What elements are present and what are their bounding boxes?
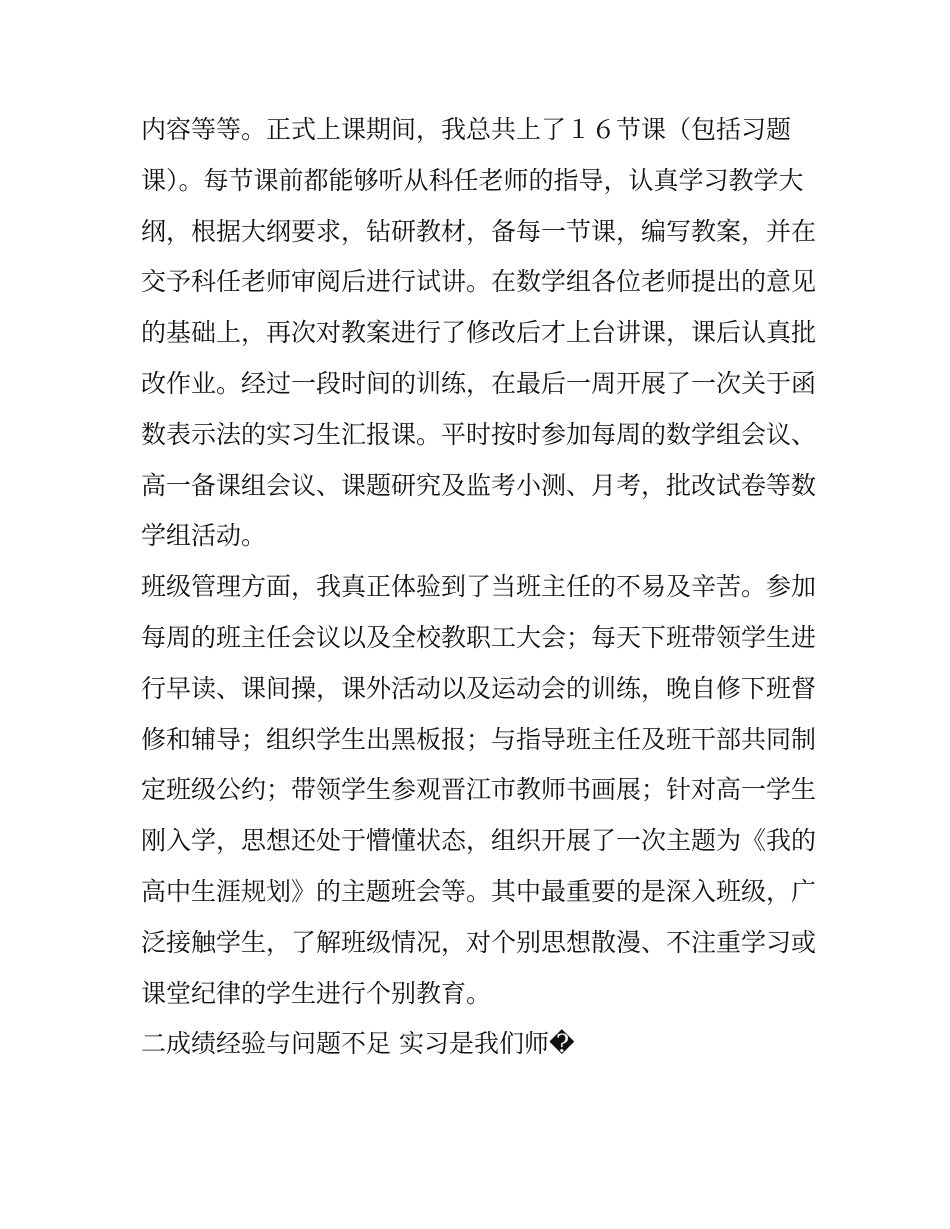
text-line: 定班级公约；带领学生参观晋江市教师书画展；针对高一学生	[141, 775, 817, 805]
text-line: 数表示法的实习生汇报课。平时按时参加每周的数学组会议、	[141, 419, 817, 449]
text-line: 高中生涯规划》的主题班会等。其中最重要的是深入班级，广	[141, 876, 817, 906]
text-line: 行早读、课间操，课外活动以及运动会的训练，晚自修下班督	[141, 673, 817, 703]
text-line: 课）。每节课前都能够听从科任老师的指导，认真学习教学大	[141, 165, 804, 195]
text-line: 的基础上，再次对教案进行了修改后才上台讲课，课后认真批	[141, 318, 817, 348]
text-line: 内容等等。正式上课期间，我总共上了１６节课（包括习题	[141, 115, 792, 144]
text-line: 课堂纪律的学生进行个别教育。	[141, 978, 492, 1008]
text-line: 班级管理方面，我真正体验到了当班主任的不易及辛苦。参加	[141, 572, 817, 602]
text-line: 修和辅导；组织学生出黑板报；与指导班主任及班干部共同制	[141, 724, 817, 754]
text-line: 改作业。经过一段时间的训练，在最后一周开展了一次关于函	[141, 368, 817, 398]
text-line: 高一备课组会议、课题研究及监考小测、月考，批改试卷等数	[141, 470, 817, 500]
text-line: 每周的班主任会议以及全校教职工大会；每天下班带领学生进	[141, 622, 817, 652]
text-line: 交予科任老师审阅后进行试讲。在数学组各位老师提出的意见	[141, 267, 817, 297]
section-heading: 二成绩经验与问题不足 实习是我们师�	[141, 1029, 575, 1059]
text-line: 泛接触学生，了解班级情况，对个别思想散漫、不注重学习或	[141, 927, 817, 957]
text-line: 学组活动。	[141, 521, 267, 551]
text-line: 刚入学，思想还处于懵懂状态，组织开展了一次主题为《我的	[141, 826, 817, 856]
text-line: 纲，根据大纲要求，钻研教材，备每一节课，编写教案，并在	[141, 216, 817, 246]
document-body	[141, 105, 821, 1070]
